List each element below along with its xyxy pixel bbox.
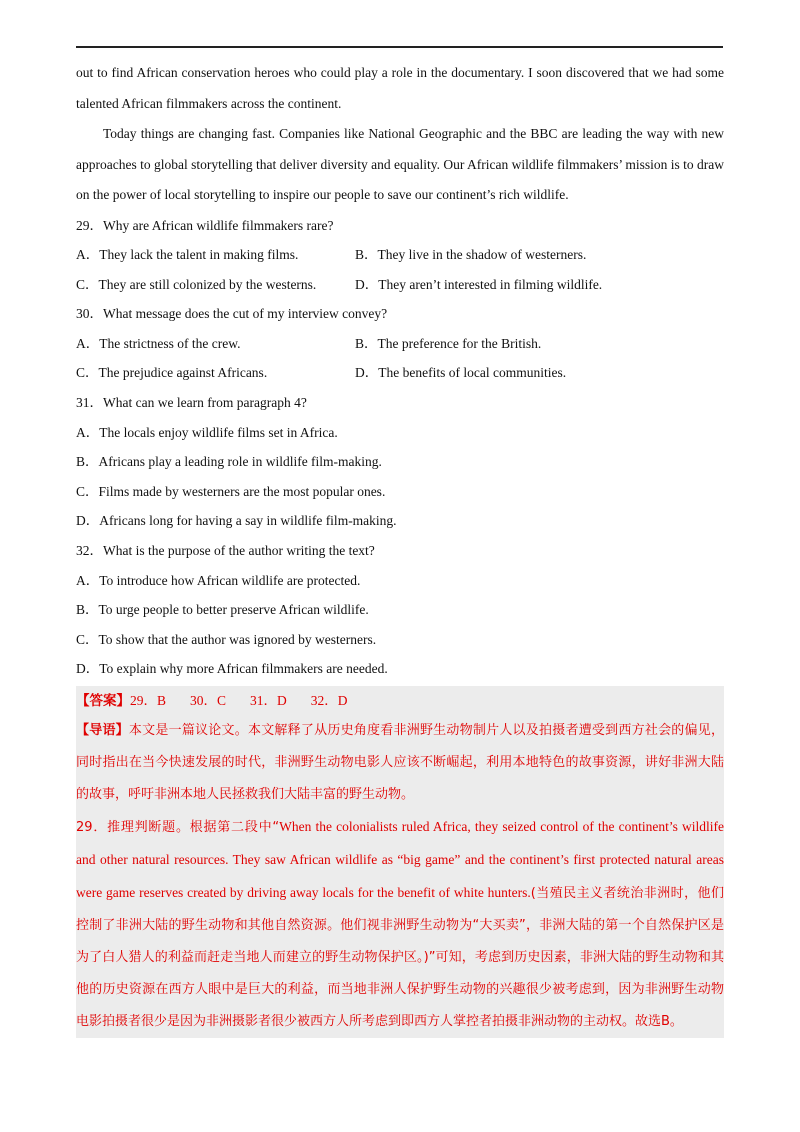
option-c: C．Films made by westerners are the most popular ones. [76, 483, 386, 499]
passage-paragraph-5: Today things are changing fast. Companies like National Geographic and the BBC are leading the way with new approaches to global storytelling that deliver diversity and equality. Our African wildlife filmmakers’ mission is to draw on the power of local storytelling to inspire our people to save our continent’s rich wildlife. [76, 126, 724, 202]
passage-paragraph-continued: out to find African conservation heroes who could play a role in the documentary. I soon discovered that we had some talented African filmmakers across the continent. [76, 65, 724, 111]
option-a: A．To introduce how African wildlife are protected. [76, 572, 361, 588]
option-a: A．The locals enjoy wildlife films set in Africa. [76, 424, 338, 440]
analysis-29-paragraph [76, 811, 724, 1038]
option-a: A．They lack the talent in making films. [76, 247, 299, 263]
analysis-29-lead: 29．推理判断题。根据第二段中“ [76, 820, 280, 835]
header-rule [76, 46, 723, 48]
analysis-29-quote: When the colonialists ruled Africa, they seized control of the continent’s wildlife and other natural resources. They saw African wildlife as “big game” and the continent’s first protected natural areas were game reserves created by driving away locals for the benefit of white hunters. [76, 819, 725, 900]
question-stem: 31．What can we learn from paragraph 4? [76, 395, 307, 411]
answer-item: 29．B [130, 693, 167, 708]
option-row [76, 240, 724, 270]
option-d: D．To explain why more African filmmakers are needed. [76, 661, 388, 677]
option-row [76, 270, 724, 300]
option-b: B．The preference for the British. [355, 335, 542, 351]
option-c: C．To show that the author was ignored by westerners. [76, 631, 377, 647]
question-30 [76, 299, 724, 388]
guide-tag: 【导语】 [76, 723, 129, 738]
option-d: D．They aren’t interested in filming wildlife. [355, 276, 603, 292]
option-row [76, 329, 724, 359]
option-a: A．The strictness of the crew. [76, 335, 241, 351]
option-c: C．They are still colonized by the westerns. [76, 276, 317, 292]
answer-key [76, 686, 724, 715]
option-d: D．The benefits of local communities. [355, 365, 567, 381]
answer-item: 30．C [190, 693, 227, 708]
guide-paragraph [76, 715, 724, 811]
answer-tag: 【答案】 [76, 693, 130, 708]
option-b: B．They live in the shadow of westerners. [355, 247, 587, 263]
option-c: C．The prejudice against Africans. [76, 365, 268, 381]
question-stem: 32．What is the purpose of the author writing the text? [76, 543, 375, 559]
question-32 [76, 536, 724, 684]
option-d: D．Africans long for having a say in wildlife film-making. [76, 513, 397, 529]
analysis-29-rest: (当殖民主义者统治非洲时，他们控制了非洲大陆的野生动物和其他自然资源。他们视非洲野生动物为“大买卖”，非洲大陆的第一个自然保护区是为了白人猎人的利益而赶走当地人而建立的野生动物保护区。)”可知，考虑到历史因素，非洲大陆的野生动物和其他的历史资源在西方人眼中是巨大的利益，而当地非洲人保护野生动物的兴趣很少被考虑到，因为非洲野生动物电影拍摄者很少是因为非洲摄影者很少被西方人所考虑到即西方人掌控者拍摄非洲动物的主动权。故选B。 [76, 886, 724, 1029]
option-row [76, 358, 724, 388]
option-b: B．To urge people to better preserve African wildlife. [76, 602, 369, 618]
answer-item: 31．D [250, 693, 287, 708]
guide-text: 本文是一篇议论文。本文解释了从历史角度看非洲野生动物制片人以及拍摄者遭受到西方社会的偏见，同时指出在当今快速发展的时代，非洲野生动物电影人应该不断崛起，利用本地特色的故事资源，讲好非洲大陆的故事，呼吁非洲本地人民拯救我们大陆丰富的野生动物。 [76, 723, 724, 802]
option-b: B．Africans play a leading role in wildlife film-making. [76, 454, 382, 470]
question-29 [76, 211, 724, 300]
question-31 [76, 388, 724, 536]
page-content [76, 58, 724, 1038]
answer-item: 32．D [310, 693, 348, 708]
question-stem: 29．Why are African wildlife filmmakers rare? [76, 217, 334, 233]
answer-explanation-box [76, 686, 724, 1038]
question-stem: 30．What message does the cut of my interview convey? [76, 306, 388, 322]
